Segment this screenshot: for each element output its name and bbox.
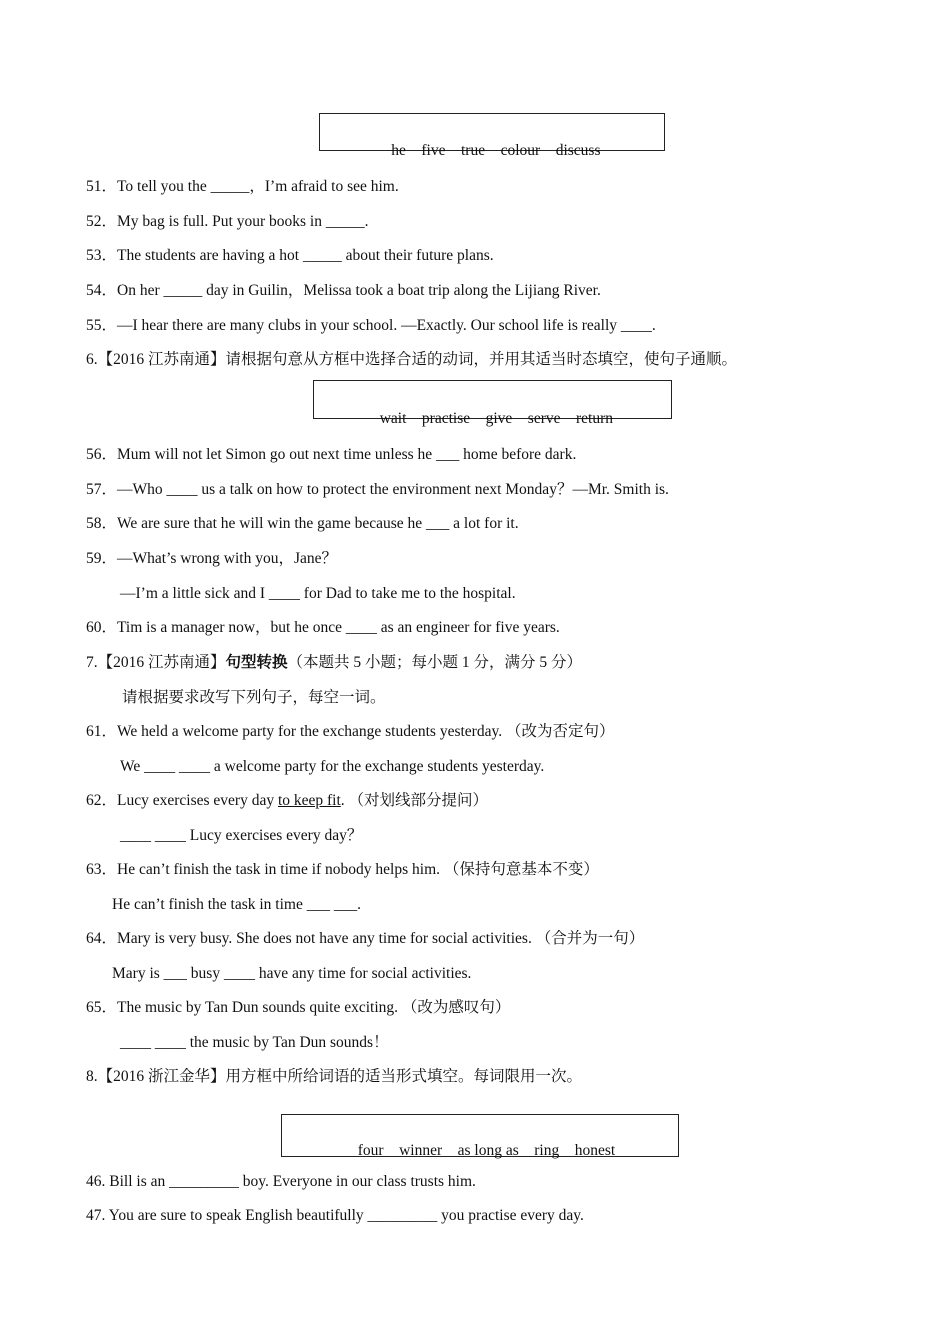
word-box-3 bbox=[281, 1114, 679, 1157]
question-59-reply: —I’m a little sick and I ____ for Dad to take me to the hospital. bbox=[120, 585, 516, 602]
question-47: 47. You are sure to speak English beautifully _________ you practise every day. bbox=[86, 1207, 584, 1224]
question-55: 55．—I hear there are many clubs in your school. —Exactly. Our school life is really ____. bbox=[86, 317, 656, 334]
question-63-answer: He can’t finish the task in time ___ ___. bbox=[112, 896, 361, 913]
question-65: 65．The music by Tan Dun sounds quite exciting. （改为感叹句） bbox=[86, 999, 511, 1016]
question-62-answer: ____ ____ Lucy exercises every day？ bbox=[120, 827, 363, 844]
question-62 bbox=[86, 791, 488, 811]
section-6-title: 6.【2016 江苏南通】请根据句意从方框中选择合适的动词，并用其适当时态填空，使句子通顺。 bbox=[86, 351, 738, 368]
question-61-answer: We ____ ____ a welcome party for the exchange students yesterday. bbox=[120, 758, 545, 775]
question-52: 52．My bag is full. Put your books in _____. bbox=[86, 213, 369, 230]
word-box-2-words: wait practise give serve return bbox=[379, 410, 614, 427]
question-65-answer: ____ ____ the music by Tan Dun sounds！ bbox=[120, 1034, 389, 1051]
question-54: 54．On her _____ day in Guilin，Melissa took a boat trip along the Lijiang River. bbox=[86, 282, 601, 299]
section-7-title bbox=[86, 653, 582, 673]
question-59: 59．—What’s wrong with you，Jane？ bbox=[86, 550, 337, 567]
question-57: 57．—Who ____ us a talk on how to protect the environment next Monday？—Mr. Smith is. bbox=[86, 481, 669, 498]
question-60: 60．Tim is a manager now，but he once ____ as an engineer for five years. bbox=[86, 619, 560, 636]
question-63: 63．He can’t finish the task in time if nobody helps him. （保持句意基本不变） bbox=[86, 861, 599, 878]
word-box-2 bbox=[313, 380, 672, 427]
section-8-title: 8.【2016 浙江金华】用方框中所给词语的适当形式填空。每词限用一次。 bbox=[86, 1068, 583, 1085]
section-7-instruction: 请根据要求改写下列句子，每空一词。 bbox=[122, 689, 386, 706]
section-7-bold: 句型转换 bbox=[225, 654, 288, 671]
word-box-3-words: four winner as long as ring honest bbox=[357, 1142, 616, 1159]
question-56: 56．Mum will not let Simon go out next time unless he ___ home before dark. bbox=[86, 446, 577, 463]
question-62-before: 62．Lucy exercises every day bbox=[86, 792, 278, 809]
question-62-after: . （对划线部分提问） bbox=[340, 792, 489, 809]
question-62-underlined: to keep fit bbox=[277, 792, 341, 809]
word-box-1 bbox=[319, 113, 665, 159]
question-58: 58．We are sure that he will win the game because he ___ a lot for it. bbox=[86, 515, 519, 532]
section-7-prefix: 7.【2016 江苏南通】 bbox=[86, 654, 226, 671]
question-61: 61．We held a welcome party for the exchange students yesterday. （改为否定句） bbox=[86, 723, 615, 740]
question-64: 64．Mary is very busy. She does not have any time for social activities. （合并为一句） bbox=[86, 930, 645, 947]
section-7-suffix: （本题共 5 小题；每小题 1 分，满分 5 分） bbox=[287, 654, 583, 671]
question-51: 51．To tell you the _____，I’m afraid to see him. bbox=[86, 178, 399, 195]
word-box-1-words: he five true colour discuss bbox=[391, 142, 601, 159]
question-46: 46. Bill is an _________ boy. Everyone in our class trusts him. bbox=[86, 1173, 476, 1190]
question-53: 53．The students are having a hot _____ about their future plans. bbox=[86, 247, 494, 264]
question-64-answer: Mary is ___ busy ____ have any time for social activities. bbox=[112, 965, 472, 982]
